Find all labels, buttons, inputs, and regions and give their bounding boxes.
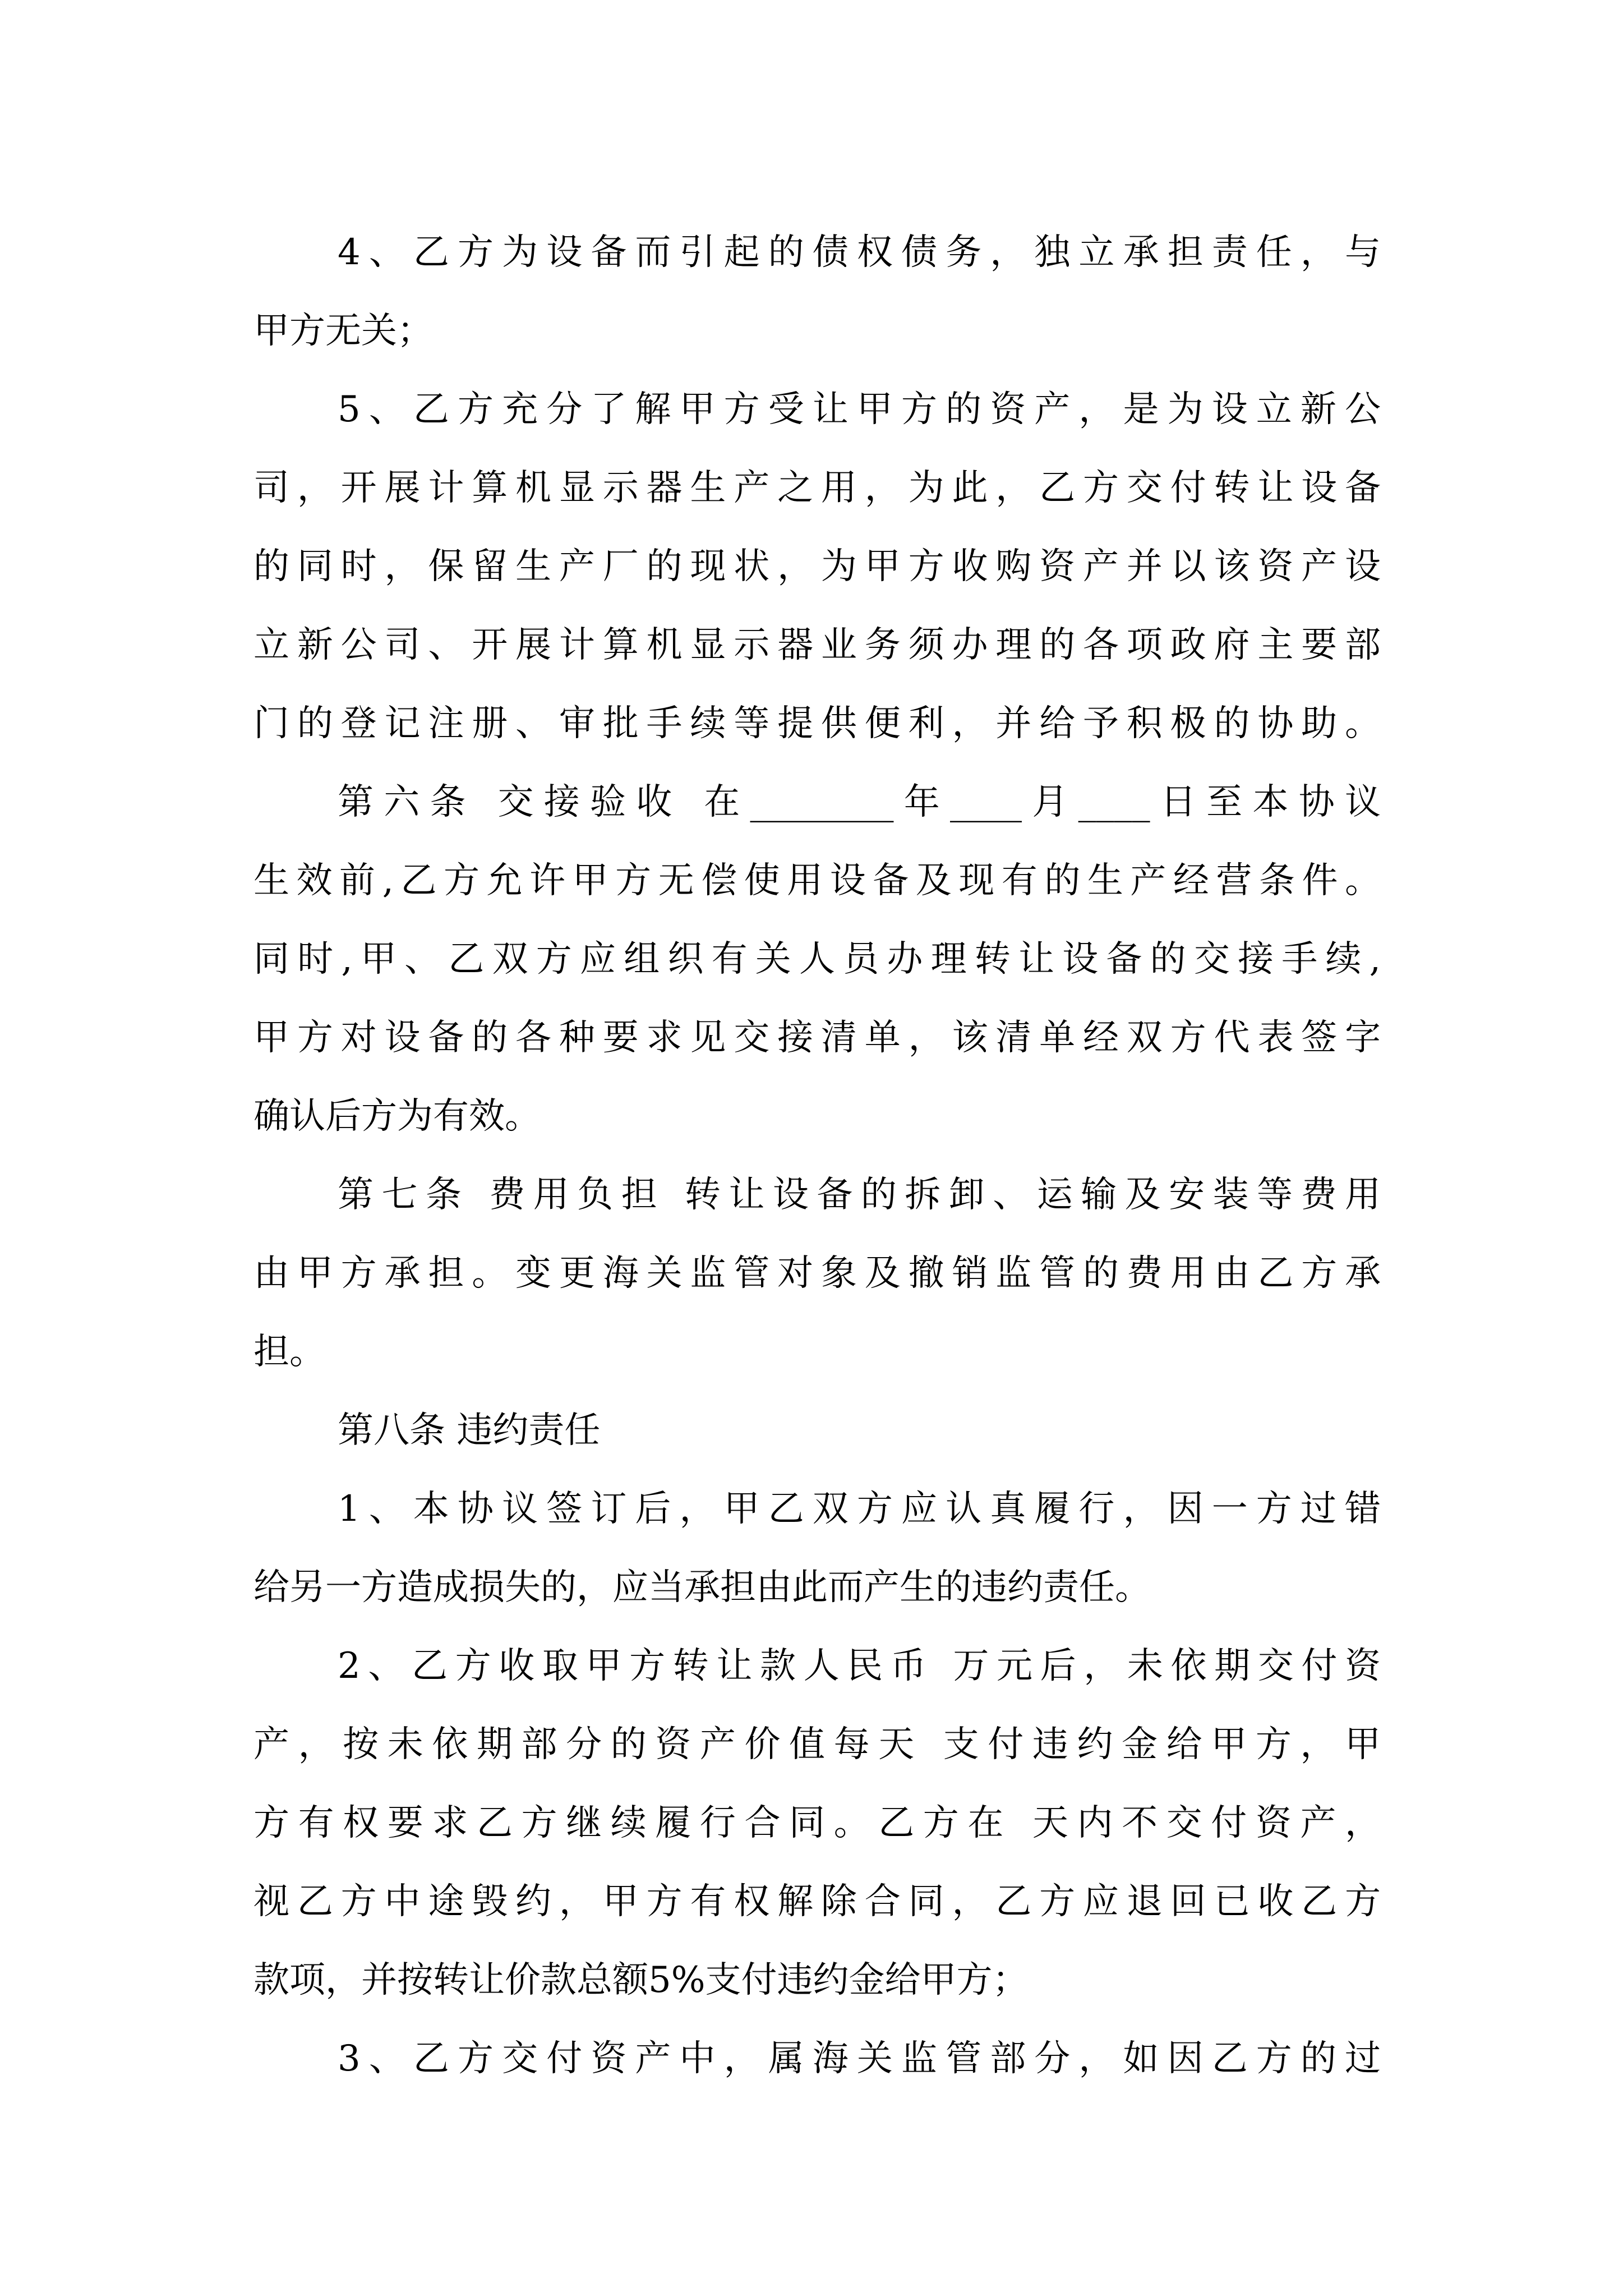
text-line: 方有权要求乙方继续履行合同。乙方在 天内不交付资产， — [253, 1802, 1381, 1844]
text-line: 1、本协议签订后，甲乙双方应认真履行，因一方过错 — [338, 1488, 1381, 1530]
text-line: 3、乙方交付资产中，属海关监管部分，如因乙方的过 — [338, 2038, 1381, 2079]
text-line: 由甲方承担。变更海关监管对象及撤销监管的费用由乙方承 — [253, 1253, 1381, 1294]
text-line: 的同时，保留生产厂的现状，为甲方收购资产并以该资产设 — [253, 546, 1381, 587]
text-line: 产，按未依期部分的资产价值每天 支付违约金给甲方，甲 — [253, 1724, 1381, 1765]
text-line: 4、乙方为设备而引起的债权债务，独立承担责任，与 — [338, 232, 1381, 273]
contract-text-body — [253, 213, 1381, 2098]
text-line: 门的登记注册、审批手续等提供便利，并给予积极的协助。 — [253, 703, 1381, 744]
text-line: 款项，并按转让价款总额5%支付违约金给甲方； — [253, 1959, 1029, 2001]
text-line: 2、乙方收取甲方转让款人民币 万元后，未依期交付资 — [338, 1645, 1381, 1687]
text-line: 第六条 交接验收 在________年____月____日至本协议 — [338, 781, 1381, 823]
text-line: 甲方对设备的各种要求见交接清单，该清单经双方代表签字 — [253, 1017, 1381, 1059]
text-line: 甲方无关； — [253, 310, 433, 352]
text-line: 同时,甲、乙双方应组织有关人员办理转让设备的交接手续, — [253, 938, 1381, 980]
text-line: 给另一方造成损失的，应当承担由此而产生的违约责任。 — [253, 1567, 1151, 1608]
text-line: 确认后方为有效。 — [253, 1096, 541, 1137]
text-line: 视乙方中途毁约，甲方有权解除合同，乙方应退回已收乙方 — [253, 1881, 1381, 1922]
text-line: 司，开展计算机显示器生产之用，为此，乙方交付转让设备 — [253, 467, 1381, 509]
text-line: 立新公司、开展计算机显示器业务须办理的各项政府主要部 — [253, 624, 1381, 666]
text-line: 生效前,乙方允许甲方无偿使用设备及现有的生产经营条件。 — [253, 860, 1381, 901]
text-line: 5、乙方充分了解甲方受让甲方的资产，是为设立新公 — [338, 389, 1381, 430]
section-heading: 第八条 违约责任 — [338, 1410, 601, 1451]
text-line: 第七条 费用负担 转让设备的拆卸、运输及安装等费用 — [338, 1174, 1381, 1216]
text-line: 担。 — [253, 1331, 325, 1373]
